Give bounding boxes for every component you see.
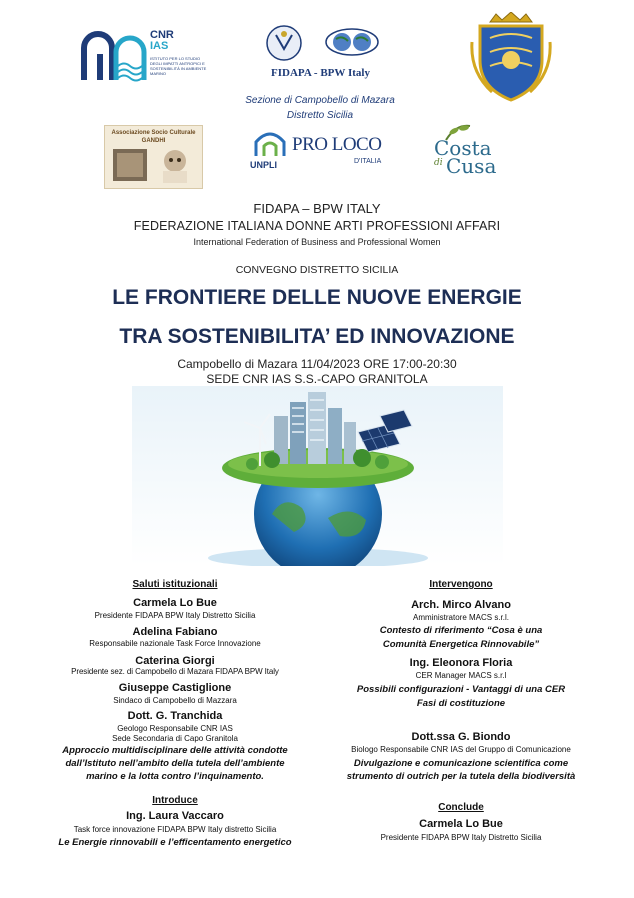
- international-name: International Federation of Business and Professional Women: [193, 237, 441, 247]
- conclude-name: Carmela Lo Bue: [419, 818, 503, 830]
- event-place-date: Campobello di Mazara 11/04/2023 ORE 17:00-20:30: [177, 357, 457, 371]
- alvano-role: Amministratore MACS s.r.l.: [412, 613, 509, 622]
- speaker-name: Adelina Fabiano: [132, 626, 218, 638]
- unpli-emblem-icon: [252, 130, 288, 160]
- tranchida-topic: dall’Istituto nell’ambito della tutela dell’ambiente: [65, 758, 285, 769]
- event-venue: SEDE CNR IAS S.S.-CAPO GRANITOLA: [206, 372, 428, 386]
- event-title-line2: TRA SOSTENIBILITA’ ED INNOVAZIONE: [119, 325, 515, 348]
- district-name: Distretto Sicilia: [286, 110, 354, 121]
- introduce-topic: Le Energie rinnovabili e l’efficentamento energetico: [58, 837, 292, 848]
- speaker-role: Sindaco di Campobello di Mazzara: [113, 696, 237, 705]
- introduce-name: Ing. Laura Vaccaro: [126, 810, 224, 822]
- floria-topic: Fasi di costituzione: [416, 698, 506, 709]
- floria-name: Ing. Eleonora Floria: [409, 657, 513, 669]
- alvano-topic: Comunità Energetica Rinnovabile”: [382, 639, 540, 650]
- proloco-label: PRO LOCO: [292, 134, 382, 155]
- gandhi-portrait-icon: [105, 145, 204, 185]
- alvano-topic: Contesto di riferimento “Cosa è una: [379, 625, 543, 636]
- section-name: Sezione di Campobello di Mazara: [245, 95, 395, 106]
- speaker-name: Caterina Giorgi: [135, 655, 215, 667]
- fidapa-emblems: [262, 25, 380, 65]
- biondo-name: Dott.ssa G. Biondo: [411, 731, 511, 743]
- coat-of-arms-icon: [470, 12, 552, 104]
- speaker-role: Presidente sez. di Campobello di Mazara FIDAPA BPW Italy: [71, 667, 279, 676]
- biondo-role: Biologo Responsabile CNR IAS del Gruppo di Comunicazione: [351, 745, 571, 754]
- costa-di-label: di: [434, 158, 443, 168]
- tranchida-location: Sede Secondaria di Capo Granitola: [112, 734, 238, 743]
- federation-name: FEDERAZIONE ITALIANA DONNE ARTI PROFESSIONI AFFARI: [133, 219, 501, 233]
- speaker-role: Responsabile nazionale Task Force Innovazione: [89, 639, 261, 648]
- convegno-label: CONVEGNO DISTRETTO SICILIA: [235, 264, 399, 276]
- floria-topic: Possibili configurazioni - Vantaggi di una CER: [356, 684, 566, 695]
- introduce-heading: Introduce: [152, 795, 198, 806]
- cnr-wordmark: CNR IAS: [150, 29, 174, 52]
- tranchida-name: Dott. G. Tranchida: [127, 710, 223, 722]
- intervengono-heading: Intervengono: [429, 579, 493, 590]
- org-name: FIDAPA – BPW ITALY: [253, 201, 381, 216]
- unpli-label: UNPLI: [250, 160, 277, 170]
- biondo-topic: strumento di outrich per la tutela della biodiversità: [346, 771, 576, 782]
- conclude-role: Presidente FIDAPA BPW Italy Distretto Sicilia: [380, 833, 542, 842]
- gandhi-association-label: Associazione Socio Culturale GANDHI: [111, 130, 196, 144]
- costa-label: Costa: [434, 136, 492, 160]
- gandhi-association-logo: [104, 125, 203, 189]
- costa-di-cusa-logo: [432, 122, 504, 188]
- alvano-name: Arch. Mirco Alvano: [411, 599, 511, 611]
- biondo-topic: Divulgazione e comunicazione scientifica come: [353, 758, 569, 769]
- tranchida-role: Geologo Responsabile CNR IAS: [117, 724, 233, 733]
- proloco-subtitle: D'ITALIA: [354, 158, 382, 165]
- cnr-subtitle: ISTITUTO PER LO STUDIO DEGLI IMPATTI ANTROPICI E SOSTENIBILITÀ IN AMBIENTE MARINO: [150, 56, 207, 76]
- proloco-logo: [250, 130, 390, 175]
- tranchida-topic: Approccio multidisciplinare delle attività condotte: [62, 745, 288, 756]
- floria-role: CER Manager MACS s.r.l: [415, 671, 507, 680]
- event-title-line1: LE FRONTIERE DELLE NUOVE ENERGIE: [112, 286, 522, 309]
- conclude-heading: Conclude: [438, 802, 484, 813]
- speaker-name: Carmela Lo Bue: [133, 597, 217, 609]
- speaker-role: Presidente FIDAPA BPW Italy Distretto Sicilia: [94, 611, 256, 620]
- fidapa-label: FIDAPA - BPW Italy: [271, 67, 370, 79]
- cusa-label: Cusa: [446, 154, 497, 178]
- speaker-name: Giuseppe Castiglione: [118, 682, 232, 694]
- green-earth-city-illustration: [132, 386, 503, 566]
- saluti-heading: Saluti istituzionali: [132, 579, 218, 590]
- tranchida-topic: marino e la lotta contro l’inquinamento.: [86, 771, 264, 782]
- introduce-role: Task force innovazione FIDAPA BPW Italy distretto Sicilia: [73, 825, 277, 834]
